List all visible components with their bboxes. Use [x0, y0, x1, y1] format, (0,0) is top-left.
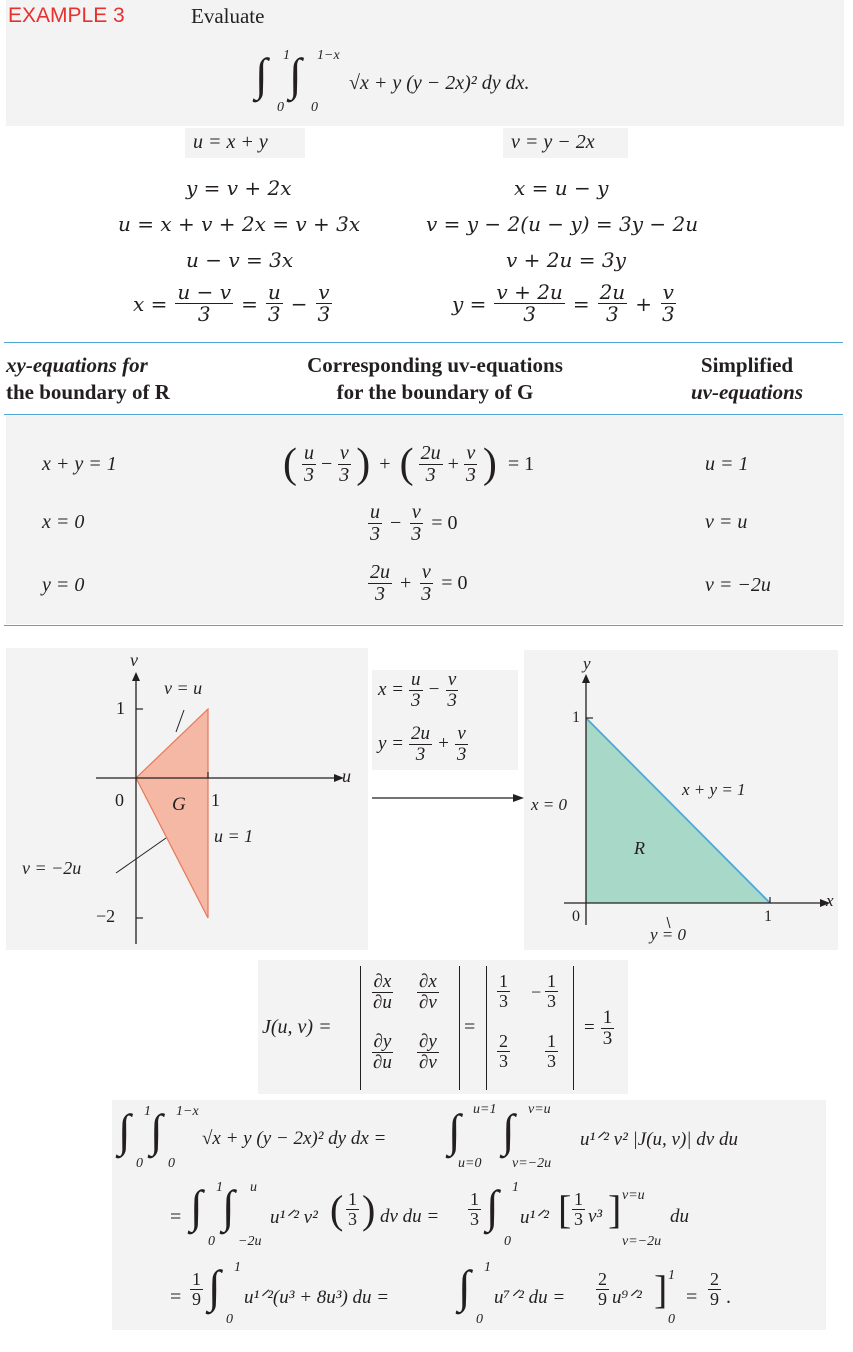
eval2-u12: u¹ᐟ²: [520, 1207, 549, 1228]
jac-result-num: 1: [602, 1007, 613, 1028]
mapping-y-n2: v: [457, 723, 466, 744]
uv1-minus: −: [321, 452, 333, 475]
table-header-uv-line2: for the boundary of G: [336, 380, 534, 404]
eval2-ub: 1: [512, 1180, 519, 1195]
subst-right-2: v = y − 2(u − y) = 3y − 2u: [426, 212, 699, 236]
eval3-ub2: 1: [484, 1260, 491, 1275]
mapping-x-n2: v: [447, 669, 457, 690]
table-header-xy-line2: the boundary of R: [6, 380, 170, 404]
table-row2-simplified: v = u: [705, 511, 748, 533]
jac-dy-dv-num: ∂y: [419, 1031, 437, 1052]
jacobian-lhs: J(u, v) =: [262, 1016, 332, 1038]
subst-left-1: y = v + 2x: [186, 176, 292, 200]
x-sol-num3: v: [318, 280, 330, 304]
y-sol-den3: 3: [661, 302, 675, 326]
uv2-rhs: = 0: [431, 512, 458, 534]
uv2-a-den: 3: [370, 523, 380, 545]
uv3-b-den: 3: [421, 583, 432, 605]
table-header-uv: [260, 352, 610, 406]
y-sol-eq: =: [572, 291, 590, 316]
uv1-rparen: ): [356, 441, 371, 487]
subst-right-1: x = u − y: [514, 176, 609, 200]
jac-dy-du-num: ∂y: [373, 1031, 392, 1052]
eval3-eq: =: [686, 1286, 698, 1308]
uv1-plus: +: [379, 452, 391, 475]
jac-m12-den: 3: [547, 990, 556, 1011]
leader-v2u: [116, 838, 166, 873]
uv1-rhs: = 1: [507, 452, 535, 475]
line-xy1-label: x + y = 1: [682, 780, 746, 799]
eval1-ub-inner: 1−x: [176, 1104, 199, 1119]
jac-m12-sign: −: [531, 982, 542, 1002]
uv3-rhs: = 0: [441, 572, 468, 594]
eval3-eu: 1: [668, 1268, 675, 1283]
eval2-ub-i: u: [250, 1180, 257, 1195]
eval3-mid: u¹ᐟ²(u³ + 8u³) du =: [244, 1287, 390, 1308]
y-sol-den2: 3: [606, 302, 619, 326]
v-axis-arrow: [132, 672, 140, 681]
jac-m22-den: 3: [547, 1050, 556, 1071]
eval2-eval-l: v=−2u: [622, 1234, 662, 1249]
eval2-int-single: ∫: [486, 1181, 499, 1232]
x-solution: [133, 282, 334, 325]
uv3-plus: +: [400, 572, 412, 594]
table-row2-uv: [366, 502, 458, 545]
uv1-b-den: 3: [339, 463, 350, 486]
uv1-a-den: 3: [304, 463, 314, 486]
table-header-xy: [6, 352, 246, 406]
eval2-lparen: (: [330, 1187, 344, 1232]
eval1-ub-v: v=u: [528, 1102, 551, 1117]
eval3-ub: 1: [234, 1260, 241, 1275]
uv1-c-num: 2u: [420, 441, 441, 464]
jac-m11-den: 3: [499, 990, 508, 1011]
subst-left-2: u = x + v + 2x = v + 3x: [118, 212, 361, 236]
region-g-label: G: [172, 794, 186, 815]
jacobian-mid-eq: =: [464, 1016, 476, 1038]
eval2-fn: 1: [348, 1189, 357, 1209]
xy-tick-x1: 1: [764, 908, 772, 925]
eval3-end: .: [726, 1286, 731, 1308]
eval3-fd: 9: [598, 1288, 607, 1309]
xy-tick-y1: 1: [572, 709, 580, 726]
mapping-y-lhs: y =: [378, 733, 405, 755]
integral-upper-outer: 1: [283, 48, 290, 63]
uv1-c-den: 3: [425, 463, 436, 486]
eval2-int-inner: ∫: [222, 1181, 235, 1232]
jac-dx-dv-den: ∂v: [419, 991, 437, 1013]
eval2-mid: u¹ᐟ² v²: [270, 1207, 318, 1228]
eval2-in-n: 1: [574, 1189, 583, 1209]
uv1-a-num: u: [304, 441, 314, 464]
jac-dx-dv-num: ∂x: [419, 971, 437, 992]
leader-vu: [176, 710, 184, 732]
uv2-b-den: 3: [411, 523, 422, 545]
eval1-int-v: ∫: [502, 1105, 515, 1156]
table-row2-xy: x = 0: [42, 511, 85, 533]
xy-plane-diagram: [524, 650, 838, 950]
mapping-y-n1: 2u: [411, 723, 431, 744]
uv2-a-num: u: [370, 501, 380, 523]
x-sol-den1: 3: [197, 302, 211, 326]
uv-origin: 0: [115, 790, 124, 810]
table-row3-uv: [366, 562, 468, 605]
eval1-ub-outer: 1: [144, 1104, 151, 1119]
xy-y-axis-label: y: [583, 654, 591, 673]
y-solution-lhs: y =: [452, 291, 487, 316]
uv1-lparen: (: [283, 441, 297, 487]
eval2-in-d: 3: [574, 1208, 583, 1229]
eval2-v3: v³: [588, 1206, 603, 1227]
jac-m11-num: 1: [499, 971, 508, 991]
eval3-mid2: u⁷ᐟ² du =: [494, 1287, 566, 1308]
eval2-fd: 3: [348, 1208, 357, 1229]
example-intro: Evaluate: [191, 4, 265, 28]
table-top-rule: [4, 342, 843, 343]
uv1-d-num: v: [466, 441, 476, 464]
y-sol-num2: 2u: [599, 280, 626, 304]
eval1-lb-u: u=0: [458, 1156, 482, 1171]
eval3-rbracket: ]: [654, 1267, 668, 1312]
eval2-lbracket: [: [558, 1187, 572, 1232]
mapping-x-lhs: x =: [378, 679, 405, 701]
jac-dy-dv-den: ∂v: [419, 1051, 437, 1073]
eval2-eval-u: v=u: [622, 1188, 645, 1203]
y-axis-arrow: [582, 674, 590, 683]
integral-lower-outer: 0: [277, 100, 284, 115]
mapping-y-d2: 3: [456, 743, 467, 765]
x-sol-den3: 3: [317, 302, 331, 326]
jac-m12-num: 1: [547, 971, 556, 991]
table-row1-uv: [283, 440, 534, 488]
eval2-int-outer: ∫: [190, 1181, 203, 1232]
eval3-rn: 2: [710, 1269, 719, 1289]
eval3-lb: 0: [226, 1312, 233, 1327]
jac-dy-du-den: ∂u: [373, 1051, 392, 1073]
eval2-lb: 0: [504, 1234, 511, 1249]
eval2-du: du: [670, 1206, 689, 1227]
table-row3-simplified: v = −2u: [705, 574, 771, 596]
x-sol-num2: u: [267, 280, 281, 304]
x-sol-num1: u − v: [177, 280, 232, 304]
table-header-xy-line1: xy-equations for: [6, 353, 148, 377]
table-header-simplified-line1: Simplified: [700, 353, 794, 377]
eval2-dv: dv du =: [380, 1206, 440, 1227]
y-sol-den1: 3: [523, 302, 536, 326]
xy-x-axis-label: x: [826, 891, 834, 910]
table-row1-simplified: u = 1: [705, 453, 749, 475]
integral-sign-inner: ∫: [289, 49, 302, 100]
uv1-rparen2: ): [482, 441, 497, 487]
uv1-lparen2: (: [399, 441, 414, 487]
x-sol-den2: 3: [267, 302, 281, 326]
y-sol-num3: v: [662, 280, 674, 304]
uv3-b-num: v: [421, 561, 431, 583]
mapping-x-d1: 3: [411, 689, 421, 711]
uv-v-axis-label: v: [130, 650, 138, 670]
table-bottom-rule: [4, 625, 843, 626]
table-header-simplified-line2: uv-equations: [690, 380, 803, 404]
mapping-y-d1: 3: [415, 743, 426, 765]
integral-lower-inner: 0: [311, 100, 318, 115]
eval2-cd: 3: [470, 1208, 479, 1229]
eval2-lb-i: −2u: [238, 1234, 262, 1249]
mapping-arrow-icon: [372, 792, 524, 804]
eval-line1: [118, 1100, 823, 1176]
u-definition: u = x + y: [193, 131, 268, 153]
subst-left-3: u − v = 3x: [186, 248, 294, 272]
eval1-lb-v: v=−2u: [512, 1156, 552, 1171]
v-definition: v = y − 2x: [511, 131, 595, 153]
y-solution: [452, 282, 679, 325]
eval2-cn: 1: [470, 1189, 479, 1209]
eval3-lb2: 0: [476, 1312, 483, 1327]
eval1-int-inner: ∫: [150, 1105, 163, 1156]
uv1-plus2: +: [447, 452, 459, 475]
eval2-lb-o: 0: [208, 1234, 215, 1249]
jacobian-result: [584, 1008, 616, 1049]
eval3-u92: u⁹ᐟ²: [612, 1287, 642, 1308]
mapping-x-n1: u: [411, 669, 421, 690]
uv-u-tick-1: 1: [211, 790, 220, 810]
eval3-int1: ∫: [208, 1261, 221, 1312]
jac-m21-den: 3: [499, 1050, 508, 1071]
line-y0-label: y = 0: [650, 925, 687, 944]
x-sol-op: −: [290, 291, 308, 316]
jac-result-den: 3: [602, 1027, 613, 1049]
eval2-rparen: ): [362, 1187, 376, 1232]
mapping-x-op: −: [427, 679, 441, 701]
eval3-el: 0: [668, 1312, 675, 1327]
line-u-eq-1-label: u = 1: [214, 826, 254, 846]
xy-origin: 0: [572, 908, 580, 925]
eval1-int-u: ∫: [448, 1105, 461, 1156]
table-row3-xy: y = 0: [42, 574, 85, 596]
jac-m21-num: 2: [499, 1031, 508, 1051]
eval1-left: √x + y (y − 2x)² dy dx =: [202, 1128, 387, 1149]
eval2-pre: =: [170, 1206, 182, 1228]
mapping-y: [378, 724, 470, 765]
uv1-d-den: 3: [465, 463, 476, 486]
eval-line3: [170, 1256, 820, 1336]
jac-dx-du-den: ∂u: [373, 991, 392, 1013]
y-sol-op: +: [635, 291, 652, 316]
eval2-rbracket: ]: [608, 1187, 622, 1232]
mapping-x: [378, 670, 461, 711]
mapping-y-op: +: [437, 733, 450, 755]
jacobian-matrix: [486, 966, 574, 1090]
uv2-b-num: v: [411, 501, 421, 523]
mapping-x-d2: 3: [447, 689, 457, 711]
integrand: √x + y (y − 2x)² dy dx.: [349, 72, 530, 94]
table-header-uv-line1: Corresponding uv-equations: [307, 353, 563, 377]
eval2-ub-o: 1: [216, 1180, 223, 1195]
eval1-ub-u: u=1: [473, 1102, 497, 1117]
uv3-a-den: 3: [375, 583, 385, 605]
table-header-simplified: [662, 352, 832, 406]
eval-line2: [170, 1176, 820, 1256]
integral-sign-outer: ∫: [255, 49, 268, 100]
eval1-lb-inner: 0: [168, 1156, 175, 1171]
eval1-right: u¹ᐟ² v² |J(u, v)| dv du: [580, 1129, 738, 1150]
problem-integral: [255, 46, 615, 122]
eval1-int-outer: ∫: [118, 1105, 131, 1156]
example-label: EXAMPLE 3: [8, 4, 125, 27]
eval3-cn: 1: [192, 1269, 201, 1289]
eval3-rd: 9: [710, 1288, 719, 1309]
region-r-label: R: [634, 838, 645, 858]
uv1-b-num: v: [339, 441, 349, 464]
eval3-fn: 2: [598, 1269, 607, 1289]
eval3-int2: ∫: [458, 1261, 471, 1312]
uv2-minus: −: [390, 512, 402, 534]
table-row1-xy: x + y = 1: [42, 453, 117, 475]
table-header-rule: [4, 414, 843, 415]
jac-result-eq: =: [584, 1017, 595, 1039]
uv-tick-m2: −2: [96, 906, 116, 926]
jac-m22-num: 1: [547, 1031, 556, 1051]
uv-tick-1: 1: [116, 698, 125, 718]
eval1-lb-outer: 0: [136, 1156, 143, 1171]
x-solution-lhs: x =: [133, 291, 168, 316]
x-sol-eq: =: [241, 291, 258, 316]
eval3-cd: 9: [192, 1288, 201, 1309]
line-x0-label: x = 0: [531, 795, 568, 814]
uv3-a-num: 2u: [370, 561, 390, 583]
line-v-eq-u-label: v = u: [164, 678, 203, 698]
y-sol-num1: v + 2u: [496, 280, 563, 304]
subst-right-3: v + 2u = 3y: [506, 248, 626, 272]
eval3-pre: =: [170, 1286, 182, 1308]
uv-u-axis-label: u: [342, 766, 351, 786]
jacobian-partials: [360, 966, 460, 1090]
jac-dx-du-num: ∂x: [373, 971, 392, 992]
line-v-eq-m2u-label: v = −2u: [22, 858, 82, 878]
integral-upper-inner: 1−x: [317, 48, 340, 63]
